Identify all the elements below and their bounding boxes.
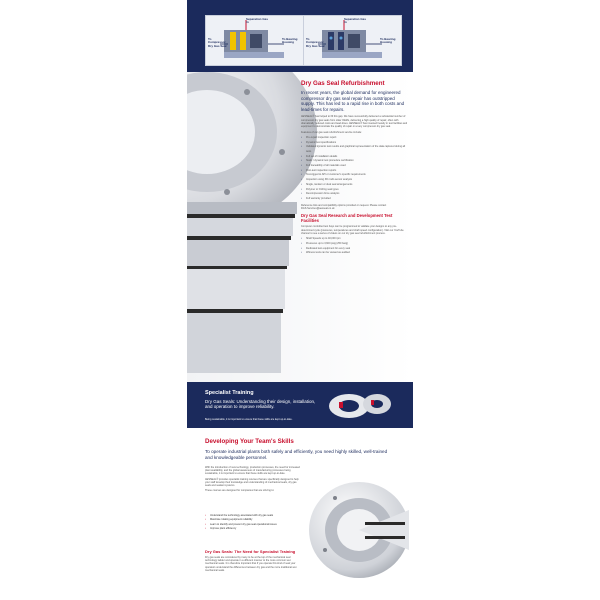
- refurbishment-section: [301, 80, 409, 258]
- training-seal-thumbnail: [327, 388, 395, 420]
- list-item: • Improve plant efficiency: [205, 527, 303, 531]
- skills-body-1: With the introduction of new technology, production processes, the need for increased plant availability, and the global awareness of manufacturing processes being sustainable, it is important to ensure that these skills are kept up-to-date.: [205, 466, 300, 476]
- aims-list: [205, 514, 303, 532]
- list-item: • Post-test inspection reports: [301, 169, 409, 174]
- seal-diagram-right: [303, 15, 402, 66]
- seal-diagram-left: [205, 15, 304, 66]
- research-body: Computer controlled test bays can be programmed to validate your designs to any pre-determined cycle (pressures, temperatures and shaft speed configuration). Visit our YouTube channel to see a series of videos on our dry gas seal refurbishment process.: [301, 225, 404, 235]
- skills-body-3: These courses are designed for companies that are striving to:: [205, 489, 275, 493]
- list-item: • Shaft Speeds up to 40,000 rpm: [301, 237, 409, 242]
- cutaway-seal-image: [305, 470, 413, 590]
- training-note: Being sustainable, it is important to ensure that these skills are kept up-to-date.: [205, 418, 293, 421]
- specialist-training-band: [187, 382, 413, 428]
- refurbishment-body-2: Features of our gas seal refurbishment service include:: [301, 130, 362, 134]
- skills-body: [205, 466, 303, 492]
- list-item: • Dynamic test specifications: [301, 141, 409, 146]
- to-compressor-label: To Compressor Dry Gas Seal: [306, 37, 325, 48]
- skills-title: Developing Your Team's Skills: [205, 438, 294, 445]
- separation-gas-label: Separation Gas In: [246, 17, 269, 25]
- refurbishment-body-1: AESSEAL® has helped to fill this gap. We have successfully delivered a substantial number of compressor dry gas seals from older OEMs, delivering a high quality of repair, often with dramatically reduced costs and lead-times. AESSEAL® has invested heavily in test facilities and equipment to demonstrate the quality of repair on every compressor dry gas seal.: [301, 115, 408, 129]
- list-item: • Understand the technology associated with dry gas seals: [205, 514, 303, 518]
- list-item: • Test-rigged to API or customer's specific requirements: [301, 173, 409, 178]
- to-bearing-label: To Bearing Housing: [380, 37, 396, 45]
- training-subtitle: Dry Gas Seals: Understanding their design, installation, and operation to improve reliability.: [205, 399, 316, 410]
- to-bearing-label: To Bearing Housing: [282, 37, 298, 45]
- research-heading: Dry Gas Seal Research and Development Test Facilities: [301, 213, 393, 224]
- diagram-band: [187, 0, 413, 72]
- list-item: • Maximise rotating equipment reliability: [205, 518, 303, 522]
- specs-list: [301, 237, 409, 256]
- refurbishment-heading: Dry Gas Seal Refurbishment: [301, 80, 385, 87]
- need-training-heading: Dry Gas Seals: The Need for Specialist Training: [205, 549, 296, 554]
- list-item: • Inspection using 3D multi-sensor analysis: [301, 178, 409, 183]
- list-item: • Static / dynamic test procedure certification: [301, 159, 409, 164]
- list-item: • Decompression force analysis: [301, 192, 409, 197]
- list-item: • Pressures up to 3,600 psig (250 barg): [301, 242, 409, 247]
- features-list: [301, 136, 409, 202]
- need-training-body: Dry gas seals are considered by many to be at the top of the mechanical seal technology ladder and operate in a different manner to the more common wet mechanical seals. It is therefore important that if you operate this kind of seal your operators understand the differences between dry gas and the more traditional wet mechanical seals.: [205, 556, 297, 572]
- training-title: Specialist Training: [205, 390, 254, 396]
- list-item: • Validated dynamic test results and graphical representation of the data captured during all tests: [301, 145, 409, 154]
- list-item: • Witness tests can be viewed as audited: [301, 251, 409, 256]
- to-compressor-label: To Compressor Dry Gas Seal: [208, 37, 227, 48]
- list-item: • Dedicated test equipment for every seal: [301, 247, 409, 252]
- list-item: • Learn to identify and prevent dry gas seal operational issues: [205, 523, 303, 527]
- separation-gas-label: Separation Gas In: [344, 17, 367, 25]
- list-item: • Pre-repair inspection report: [301, 136, 409, 141]
- contact-text: Reference lists and compatibility options provided on request. Please contact DGS.Services@aesseal.co.uk: [301, 203, 387, 210]
- list-item: • Single, tandem or dual seal arrangements: [301, 183, 409, 188]
- skills-body-2: AESSEAL® provides specialist training courses that are specifically designed to help your staff develop their knowledge and understanding of mechanical seals, dry gas seals and sealant systems.: [205, 477, 299, 488]
- refurbishment-lead: In recent years, the global demand for engineered compressor dry gas seal repair has outstripped supply. This has led to a rapid rise in both costs and lead-times for repairs.: [301, 90, 405, 112]
- list-item: • Polymer or O-Ring seal types: [301, 188, 409, 193]
- skills-lead: To operate industrial plants both safely and efficiently, you need highly skilled, well-trained and knowledgeable personnel.: [205, 449, 388, 460]
- list-item: • Full set of installation details: [301, 155, 409, 160]
- brochure-page: [187, 0, 413, 600]
- list-item: • Full traceability of all materials used: [301, 164, 409, 169]
- list-item: • Full warranty provided: [301, 197, 409, 202]
